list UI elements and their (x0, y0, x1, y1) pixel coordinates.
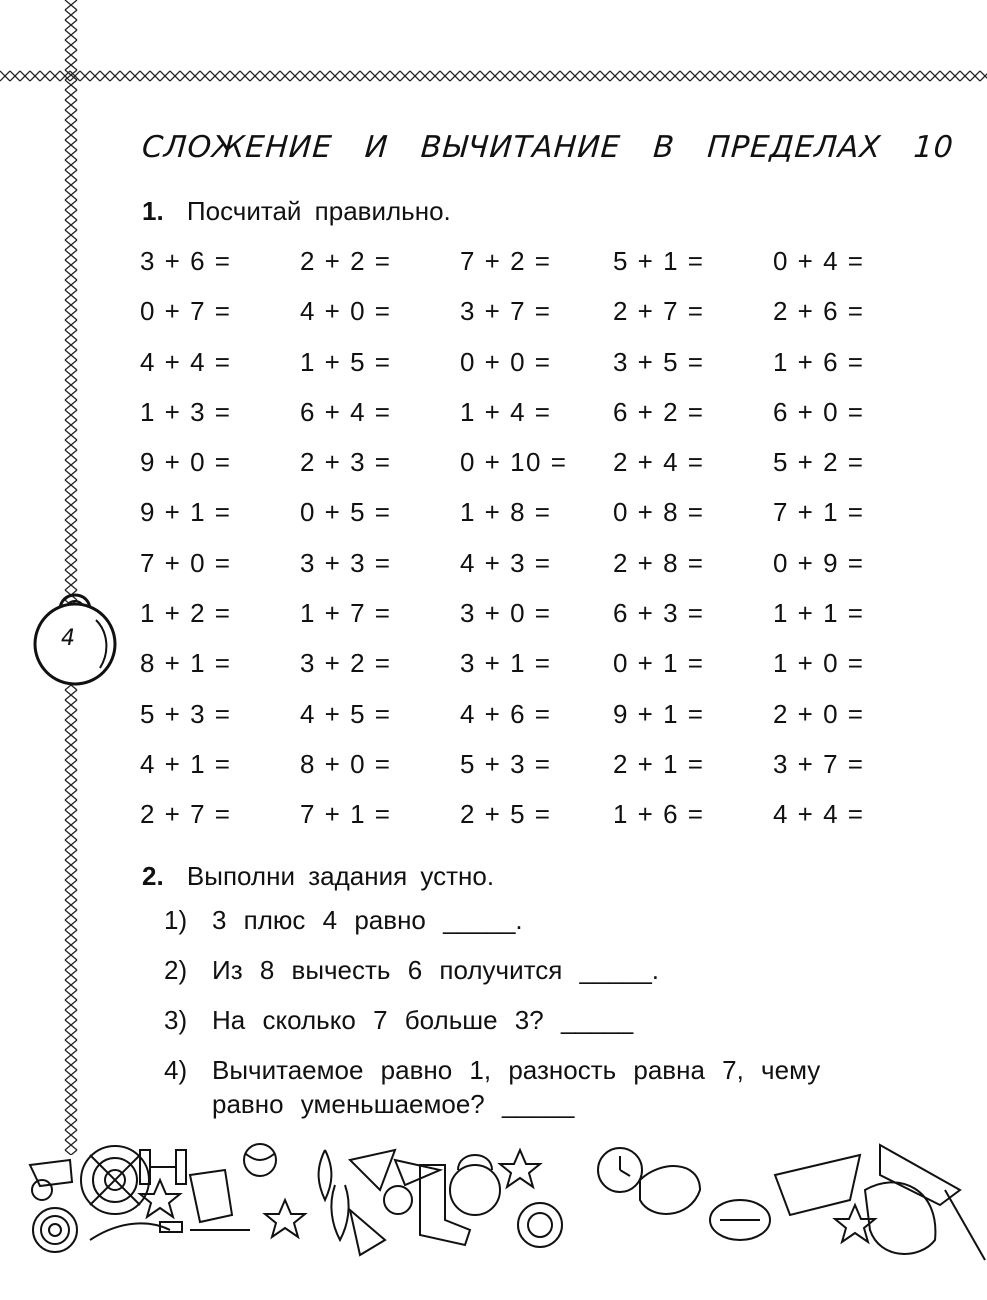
stopwatch-icon (598, 1148, 642, 1192)
equation-cell: 6 + 3 = (613, 598, 705, 629)
equation-cell: 2 + 1 = (613, 748, 705, 779)
target-icon (81, 1146, 149, 1214)
oral-task-text: На сколько 7 больше 3? _____ (212, 1005, 634, 1035)
kettlebell-icon (450, 1155, 500, 1215)
sock-icon (420, 1165, 470, 1245)
equation-cell: 3 + 1 = (460, 648, 552, 679)
equation-cell: 3 + 6 = (140, 246, 232, 276)
equation-cell: 2 + 4 = (613, 447, 705, 478)
top-decorative-border (0, 66, 987, 86)
swirl-icon (33, 1208, 77, 1252)
task-1-instruction: Посчитай правильно. (186, 196, 451, 226)
equation-cell: 8 + 1 = (140, 648, 232, 679)
equation-cell: 4 + 4 = (140, 346, 232, 377)
shuttlecock-icon (350, 1210, 385, 1255)
equation-cell: 3 + 7 = (773, 748, 865, 779)
oral-task-list (164, 903, 864, 1137)
equation-cell: 0 + 5 = (300, 497, 392, 528)
equation-cell: 8 + 0 = (300, 748, 392, 779)
oral-task-item (164, 953, 864, 987)
left-decorative-border (60, 0, 82, 1155)
task-2-heading (142, 861, 494, 892)
equation-cell: 7 + 1 = (300, 799, 392, 830)
oral-task-number: 3) (164, 1005, 188, 1035)
oral-task-number: 4) (164, 1055, 188, 1085)
equation-cell: 0 + 7 = (140, 296, 232, 327)
equation-cell: 5 + 3 = (140, 698, 232, 729)
equation-cell: 3 + 2 = (300, 648, 392, 679)
equation-cell: 9 + 1 = (613, 698, 705, 729)
equation-cell: 4 + 0 = (300, 296, 392, 327)
equation-cell: 2 + 7 = (613, 296, 705, 327)
equation-cell: 2 + 2 = (300, 246, 392, 276)
equation-cell: 1 + 6 = (613, 799, 705, 830)
equation-cell: 1 + 0 = (773, 648, 865, 679)
rugby-ball-icon (710, 1200, 770, 1240)
equation-cell: 6 + 4 = (300, 396, 392, 427)
oral-task-number: 2) (164, 955, 188, 985)
equation-cell: 7 + 0 = (140, 547, 232, 578)
page-number: 4 (61, 626, 75, 651)
task-2-instruction: Выполни задания устно. (186, 861, 495, 891)
task-2-number: 2. (142, 861, 164, 891)
equation-cell: 1 + 1 = (773, 598, 865, 629)
oral-task-item (164, 1003, 864, 1037)
equation-cell: 2 + 7 = (140, 799, 232, 830)
oral-task-text: Вычитаемое равно 1, разность равна 7, чему равно уменьшаемое? _____ (212, 1055, 821, 1119)
equation-cell: 4 + 5 = (300, 698, 392, 729)
equation-cell: 4 + 4 = (773, 799, 865, 830)
dart-icon (945, 1190, 985, 1260)
equation-cell: 4 + 1 = (140, 748, 232, 779)
equation-cell: 4 + 6 = (460, 698, 552, 729)
equation-cell: 1 + 8 = (460, 497, 552, 528)
equation-cell: 9 + 0 = (140, 447, 232, 478)
equation-cell: 2 + 5 = (460, 799, 552, 830)
equation-cell: 3 + 5 = (613, 346, 705, 377)
equation-cell: 3 + 0 = (460, 598, 552, 629)
equation-cell: 0 + 0 = (460, 346, 552, 377)
equation-cell: 6 + 0 = (773, 396, 865, 427)
flag-icon (350, 1150, 440, 1190)
oral-task-text: Из 8 вычесть 6 получится _____. (212, 955, 660, 985)
medal-icon (384, 1186, 412, 1214)
equation-cell: 0 + 1 = (613, 648, 705, 679)
equation-cell: 1 + 3 = (140, 396, 232, 427)
ball-icon (244, 1144, 276, 1176)
star-icon (140, 1180, 180, 1217)
task-1-heading (142, 196, 451, 227)
rosette-icon (518, 1203, 562, 1247)
flipper-icon (775, 1155, 860, 1215)
equation-cell: 1 + 5 = (300, 346, 392, 377)
equation-cell: 7 + 2 = (460, 246, 552, 276)
equation-cell: 2 + 8 = (613, 547, 705, 578)
equation-cell: 0 + 4 = (773, 246, 865, 276)
task-1-number: 1. (142, 196, 164, 226)
equation-cell: 1 + 2 = (140, 598, 232, 629)
bowling-pin-icon (319, 1150, 349, 1240)
equation-cell: 6 + 2 = (613, 396, 705, 427)
star-icon (500, 1150, 540, 1187)
equation-cell: 4 + 3 = (460, 547, 552, 578)
equation-cell: 0 + 10 = (460, 447, 568, 478)
equation-cell: 5 + 3 = (460, 748, 552, 779)
goggles-icon (640, 1166, 700, 1214)
equation-cell: 0 + 8 = (613, 497, 705, 528)
jump-rope-icon (90, 1222, 182, 1240)
equations-grid (140, 234, 933, 838)
equation-cell: 2 + 0 = (773, 698, 865, 729)
equation-cell: 1 + 6 = (773, 346, 865, 377)
equation-cell: 1 + 4 = (460, 396, 552, 427)
equation-cell: 3 + 3 = (300, 547, 392, 578)
skate-icon (190, 1170, 250, 1230)
whistle-icon (30, 1160, 72, 1200)
equation-cell: 3 + 7 = (460, 296, 552, 327)
equation-cell: 2 + 3 = (300, 447, 392, 478)
equation-cell: 9 + 1 = (140, 497, 232, 528)
oral-task-text: 3 плюс 4 равно _____. (212, 905, 523, 935)
equation-cell: 1 + 7 = (300, 598, 392, 629)
equation-cell: 5 + 2 = (773, 447, 865, 478)
oral-task-number: 1) (164, 905, 188, 935)
equation-cell: 5 + 1 = (613, 246, 705, 276)
equation-cell: 7 + 1 = (773, 497, 865, 528)
page-title: СЛОЖЕНИЕ И ВЫЧИТАНИЕ В ПРЕДЕЛАХ 10 (140, 130, 956, 165)
equation-cell: 2 + 6 = (773, 296, 865, 327)
equation-cell: 0 + 9 = (773, 547, 865, 578)
star-icon (265, 1200, 305, 1237)
sports-doodle-footer (0, 1130, 987, 1300)
oral-task-item (164, 1053, 864, 1121)
oral-task-item (164, 903, 864, 937)
